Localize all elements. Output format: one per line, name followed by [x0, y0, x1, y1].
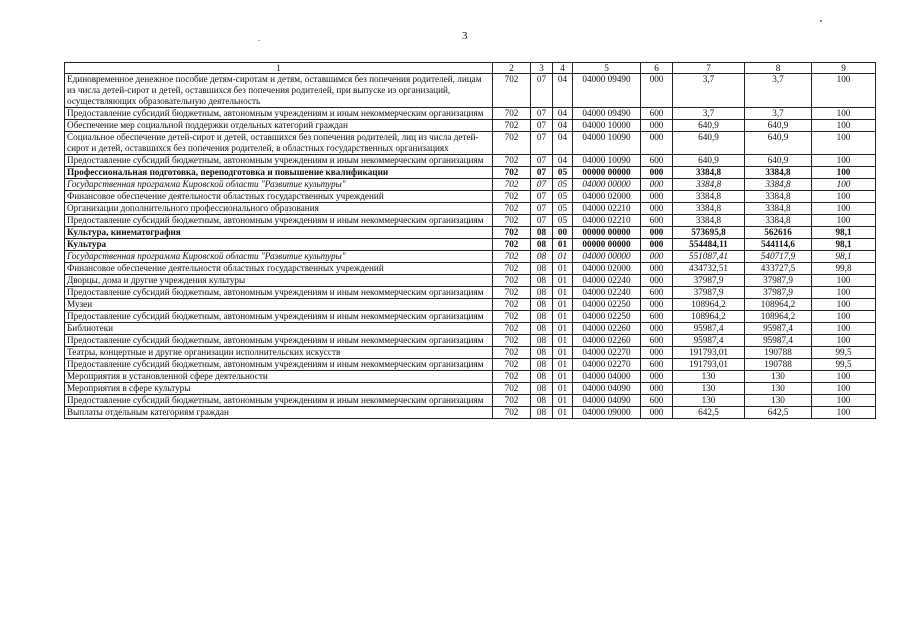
cell-ministry-code: 702 — [493, 347, 531, 359]
cell-executed: 190788 — [745, 359, 812, 371]
cell-subsection: 01 — [553, 251, 573, 263]
cell-target-article: 04000 09490 — [573, 74, 641, 108]
cell-ministry-code: 702 — [493, 383, 531, 395]
cell-percent: 100 — [812, 383, 876, 395]
table-row — [65, 120, 876, 132]
cell-target-article: 00000 00000 — [573, 167, 641, 179]
cell-executed: 544114,6 — [745, 239, 812, 251]
cell-target-article: 04000 02210 — [573, 215, 641, 227]
cell-subsection: 05 — [553, 167, 573, 179]
cell-section: 08 — [531, 407, 553, 419]
row-name: Предоставление субсидий бюджетным, автономным учреждениям и иным некоммерческим организациям — [65, 108, 493, 120]
cell-planned: 434732,51 — [673, 263, 745, 275]
table-row — [65, 275, 876, 287]
row-name: Государственная программа Кировской области "Развитие культуры" — [65, 251, 493, 263]
cell-expense-type: 000 — [641, 227, 673, 239]
table-row — [65, 132, 876, 155]
cell-subsection: 01 — [553, 407, 573, 419]
cell-planned: 130 — [673, 371, 745, 383]
cell-subsection: 04 — [553, 120, 573, 132]
row-name: Мероприятия в сфере культуры — [65, 383, 493, 395]
cell-section: 08 — [531, 239, 553, 251]
cell-ministry-code: 702 — [493, 395, 531, 407]
cell-percent: 100 — [812, 275, 876, 287]
cell-percent: 100 — [812, 323, 876, 335]
table-row — [65, 74, 876, 108]
col-header: 9 — [812, 63, 876, 74]
cell-ministry-code: 702 — [493, 287, 531, 299]
cell-target-article: 04000 09000 — [573, 407, 641, 419]
table-row — [65, 287, 876, 299]
cell-planned: 3384,8 — [673, 191, 745, 203]
cell-subsection: 01 — [553, 323, 573, 335]
table-row — [65, 383, 876, 395]
col-header: 3 — [531, 63, 553, 74]
cell-expense-type: 000 — [641, 74, 673, 108]
scan-speck — [820, 20, 822, 22]
cell-percent: 100 — [812, 108, 876, 120]
cell-ministry-code: 702 — [493, 74, 531, 108]
row-name: Профессиональная подготовка, переподготовка и повышение квалификации — [65, 167, 493, 179]
cell-target-article: 04000 02260 — [573, 335, 641, 347]
table-row — [65, 191, 876, 203]
cell-section: 07 — [531, 167, 553, 179]
cell-percent: 100 — [812, 311, 876, 323]
cell-executed: 95987,4 — [745, 323, 812, 335]
cell-ministry-code: 702 — [493, 251, 531, 263]
row-name: Предоставление субсидий бюджетным, автономным учреждениям и иным некоммерческим организациям — [65, 155, 493, 167]
cell-section: 08 — [531, 323, 553, 335]
cell-section: 08 — [531, 383, 553, 395]
cell-target-article: 04000 02250 — [573, 299, 641, 311]
cell-percent: 100 — [812, 120, 876, 132]
row-name: Театры, концертные и другие организации исполнительских искусств — [65, 347, 493, 359]
cell-subsection: 04 — [553, 155, 573, 167]
cell-expense-type: 000 — [641, 323, 673, 335]
cell-ministry-code: 702 — [493, 108, 531, 120]
cell-target-article: 04000 02000 — [573, 191, 641, 203]
cell-ministry-code: 702 — [493, 227, 531, 239]
cell-subsection: 01 — [553, 311, 573, 323]
cell-executed: 640,9 — [745, 120, 812, 132]
cell-target-article: 04000 00000 — [573, 251, 641, 263]
cell-planned: 3,7 — [673, 108, 745, 120]
col-header: 5 — [573, 63, 641, 74]
row-name: Предоставление субсидий бюджетным, автономным учреждениям и иным некоммерческим организациям — [65, 395, 493, 407]
cell-expense-type: 000 — [641, 191, 673, 203]
cell-executed: 640,9 — [745, 132, 812, 155]
cell-percent: 100 — [812, 299, 876, 311]
cell-section: 07 — [531, 74, 553, 108]
cell-target-article: 04000 00000 — [573, 179, 641, 191]
row-name: Финансовое обеспечение деятельности областных государственных учреждений — [65, 191, 493, 203]
cell-planned: 95987,4 — [673, 323, 745, 335]
cell-ministry-code: 702 — [493, 359, 531, 371]
cell-planned: 108964,2 — [673, 299, 745, 311]
table-row — [65, 215, 876, 227]
cell-expense-type: 600 — [641, 311, 673, 323]
cell-subsection: 05 — [553, 179, 573, 191]
cell-target-article: 04000 09490 — [573, 108, 641, 120]
cell-ministry-code: 702 — [493, 167, 531, 179]
cell-executed: 108964,2 — [745, 299, 812, 311]
cell-executed: 3384,8 — [745, 191, 812, 203]
cell-planned: 37987,9 — [673, 287, 745, 299]
row-name: Культура — [65, 239, 493, 251]
scan-speck — [258, 40, 260, 41]
cell-target-article: 04000 02210 — [573, 203, 641, 215]
cell-target-article: 04000 04090 — [573, 395, 641, 407]
cell-subsection: 04 — [553, 132, 573, 155]
cell-expense-type: 000 — [641, 371, 673, 383]
cell-subsection: 01 — [553, 359, 573, 371]
cell-planned: 130 — [673, 383, 745, 395]
cell-executed: 3,7 — [745, 108, 812, 120]
cell-ministry-code: 702 — [493, 335, 531, 347]
cell-expense-type: 000 — [641, 299, 673, 311]
cell-subsection: 01 — [553, 383, 573, 395]
col-header: 7 — [673, 63, 745, 74]
cell-planned: 554484,11 — [673, 239, 745, 251]
col-header: 4 — [553, 63, 573, 74]
cell-target-article: 04000 02270 — [573, 359, 641, 371]
cell-subsection: 01 — [553, 299, 573, 311]
cell-planned: 573695,8 — [673, 227, 745, 239]
cell-expense-type: 000 — [641, 120, 673, 132]
cell-expense-type: 600 — [641, 335, 673, 347]
cell-executed: 640,9 — [745, 155, 812, 167]
cell-executed: 37987,9 — [745, 275, 812, 287]
cell-target-article: 04000 02250 — [573, 311, 641, 323]
cell-planned: 640,9 — [673, 155, 745, 167]
cell-target-article: 04000 04000 — [573, 371, 641, 383]
cell-planned: 3384,8 — [673, 167, 745, 179]
cell-ministry-code: 702 — [493, 275, 531, 287]
cell-ministry-code: 702 — [493, 311, 531, 323]
cell-expense-type: 600 — [641, 155, 673, 167]
cell-section: 08 — [531, 287, 553, 299]
table-body — [65, 63, 876, 419]
cell-section: 08 — [531, 359, 553, 371]
cell-target-article: 04000 02240 — [573, 287, 641, 299]
table-row — [65, 395, 876, 407]
col-header: 1 — [65, 63, 493, 74]
cell-ministry-code: 702 — [493, 191, 531, 203]
cell-target-article: 04000 04090 — [573, 383, 641, 395]
table-row — [65, 335, 876, 347]
cell-subsection: 00 — [553, 227, 573, 239]
cell-planned: 3,7 — [673, 74, 745, 108]
table-row — [65, 371, 876, 383]
cell-percent: 100 — [812, 215, 876, 227]
cell-planned: 642,5 — [673, 407, 745, 419]
cell-percent: 100 — [812, 167, 876, 179]
cell-percent: 99,5 — [812, 359, 876, 371]
cell-target-article: 04000 10000 — [573, 120, 641, 132]
row-name: Выплаты отдельным категориям граждан — [65, 407, 493, 419]
cell-section: 07 — [531, 120, 553, 132]
cell-executed: 3384,8 — [745, 167, 812, 179]
cell-target-article: 00000 00000 — [573, 239, 641, 251]
row-name: Предоставление субсидий бюджетным, автономным учреждениям и иным некоммерческим организациям — [65, 287, 493, 299]
cell-ministry-code: 702 — [493, 132, 531, 155]
cell-percent: 100 — [812, 74, 876, 108]
row-name: Предоставление субсидий бюджетным, автономным учреждениям и иным некоммерческим организациям — [65, 215, 493, 227]
cell-expense-type: 000 — [641, 275, 673, 287]
row-name: Единовременное денежное пособие детям-сиротам и детям, оставшимся без попечения родителей, лицам из числа детей-сирот и детей, оставшихся без попечения родителей, при выпуске из организаций, осуществляющих образовательную деятельность — [65, 74, 493, 108]
row-name: Предоставление субсидий бюджетным, автономным учреждениям и иным некоммерческим организациям — [65, 359, 493, 371]
cell-expense-type: 000 — [641, 203, 673, 215]
cell-expense-type: 000 — [641, 132, 673, 155]
cell-section: 08 — [531, 275, 553, 287]
cell-target-article: 04000 02240 — [573, 275, 641, 287]
cell-section: 08 — [531, 347, 553, 359]
row-name: Библиотеки — [65, 323, 493, 335]
cell-executed: 540717,9 — [745, 251, 812, 263]
cell-section: 07 — [531, 215, 553, 227]
cell-subsection: 05 — [553, 191, 573, 203]
cell-expense-type: 000 — [641, 347, 673, 359]
cell-planned: 3384,8 — [673, 215, 745, 227]
cell-subsection: 01 — [553, 263, 573, 275]
cell-target-article: 04000 02260 — [573, 323, 641, 335]
cell-subsection: 01 — [553, 395, 573, 407]
cell-expense-type: 000 — [641, 263, 673, 275]
row-name: Финансовое обеспечение деятельности областных государственных учреждений — [65, 263, 493, 275]
cell-section: 07 — [531, 191, 553, 203]
cell-executed: 3384,8 — [745, 215, 812, 227]
row-name: Дворцы, дома и другие учреждения культуры — [65, 275, 493, 287]
cell-target-article: 04000 02270 — [573, 347, 641, 359]
cell-percent: 98,1 — [812, 239, 876, 251]
cell-section: 07 — [531, 155, 553, 167]
row-name: Мероприятия в установленной сфере деятельности — [65, 371, 493, 383]
cell-section: 08 — [531, 395, 553, 407]
cell-section: 08 — [531, 311, 553, 323]
table-row — [65, 347, 876, 359]
table-row — [65, 323, 876, 335]
cell-ministry-code: 702 — [493, 323, 531, 335]
cell-subsection: 01 — [553, 371, 573, 383]
row-name: Организации дополнительного профессионального образования — [65, 203, 493, 215]
cell-expense-type: 600 — [641, 359, 673, 371]
cell-section: 08 — [531, 251, 553, 263]
table-row — [65, 155, 876, 167]
cell-percent: 100 — [812, 371, 876, 383]
table-row — [65, 227, 876, 239]
cell-expense-type: 600 — [641, 215, 673, 227]
cell-executed: 562616 — [745, 227, 812, 239]
table-row — [65, 359, 876, 371]
cell-executed: 3384,8 — [745, 203, 812, 215]
cell-executed: 433727,5 — [745, 263, 812, 275]
cell-ministry-code: 702 — [493, 239, 531, 251]
cell-expense-type: 000 — [641, 407, 673, 419]
cell-planned: 640,9 — [673, 120, 745, 132]
table-row — [65, 167, 876, 179]
table-row — [65, 239, 876, 251]
table-row — [65, 108, 876, 120]
row-name: Социальное обеспечение детей-сирот и детей, оставшихся без попечения родителей, лиц из числа детей-сирот и детей, оставшихся без попечения родителей, в областных государственных организациях — [65, 132, 493, 155]
cell-expense-type: 600 — [641, 287, 673, 299]
cell-percent: 100 — [812, 287, 876, 299]
cell-expense-type: 000 — [641, 251, 673, 263]
cell-percent: 100 — [812, 203, 876, 215]
row-name: Музеи — [65, 299, 493, 311]
cell-section: 08 — [531, 227, 553, 239]
cell-section: 07 — [531, 179, 553, 191]
cell-section: 07 — [531, 132, 553, 155]
cell-executed: 190788 — [745, 347, 812, 359]
cell-executed: 130 — [745, 383, 812, 395]
cell-planned: 3384,8 — [673, 179, 745, 191]
col-header: 2 — [493, 63, 531, 74]
cell-planned: 551087,41 — [673, 251, 745, 263]
cell-percent: 100 — [812, 179, 876, 191]
cell-percent: 98,1 — [812, 251, 876, 263]
row-name: Культура, кинематография — [65, 227, 493, 239]
cell-executed: 642,5 — [745, 407, 812, 419]
table-row — [65, 311, 876, 323]
cell-section: 07 — [531, 203, 553, 215]
cell-ministry-code: 702 — [493, 299, 531, 311]
cell-percent: 100 — [812, 335, 876, 347]
cell-subsection: 01 — [553, 347, 573, 359]
row-name: Предоставление субсидий бюджетным, автономным учреждениям и иным некоммерческим организациям — [65, 311, 493, 323]
cell-expense-type: 000 — [641, 383, 673, 395]
cell-planned: 191793,01 — [673, 359, 745, 371]
cell-subsection: 01 — [553, 275, 573, 287]
cell-section: 08 — [531, 335, 553, 347]
cell-planned: 37987,9 — [673, 275, 745, 287]
cell-ministry-code: 702 — [493, 203, 531, 215]
cell-percent: 99,5 — [812, 347, 876, 359]
cell-planned: 130 — [673, 395, 745, 407]
cell-planned: 108964,2 — [673, 311, 745, 323]
cell-percent: 98,1 — [812, 227, 876, 239]
cell-section: 07 — [531, 108, 553, 120]
cell-planned: 191793,01 — [673, 347, 745, 359]
cell-ministry-code: 702 — [493, 371, 531, 383]
cell-executed: 3384,8 — [745, 179, 812, 191]
col-header: 6 — [641, 63, 673, 74]
cell-subsection: 04 — [553, 108, 573, 120]
cell-ministry-code: 702 — [493, 215, 531, 227]
cell-subsection: 01 — [553, 287, 573, 299]
table-row — [65, 299, 876, 311]
cell-percent: 99,8 — [812, 263, 876, 275]
cell-ministry-code: 702 — [493, 263, 531, 275]
cell-ministry-code: 702 — [493, 155, 531, 167]
cell-target-article: 04000 02000 — [573, 263, 641, 275]
budget-table — [64, 62, 876, 419]
row-name: Предоставление субсидий бюджетным, автономным учреждениям и иным некоммерческим организациям — [65, 335, 493, 347]
cell-expense-type: 600 — [641, 395, 673, 407]
cell-expense-type: 000 — [641, 167, 673, 179]
cell-section: 08 — [531, 299, 553, 311]
cell-planned: 3384,8 — [673, 203, 745, 215]
cell-executed: 130 — [745, 395, 812, 407]
cell-subsection: 05 — [553, 203, 573, 215]
cell-subsection: 01 — [553, 239, 573, 251]
cell-subsection: 01 — [553, 335, 573, 347]
cell-planned: 640,9 — [673, 132, 745, 155]
cell-target-article: 00000 00000 — [573, 227, 641, 239]
cell-executed: 3,7 — [745, 74, 812, 108]
cell-percent: 100 — [812, 132, 876, 155]
row-name: Обеспечение мер социальной поддержки отдельных категорий граждан — [65, 120, 493, 132]
cell-expense-type: 000 — [641, 239, 673, 251]
table-row — [65, 203, 876, 215]
table-row — [65, 251, 876, 263]
cell-percent: 100 — [812, 407, 876, 419]
cell-executed: 108964,2 — [745, 311, 812, 323]
cell-target-article: 04000 10090 — [573, 155, 641, 167]
cell-ministry-code: 702 — [493, 407, 531, 419]
cell-section: 08 — [531, 263, 553, 275]
table-row — [65, 407, 876, 419]
table-row — [65, 263, 876, 275]
cell-percent: 100 — [812, 395, 876, 407]
cell-subsection: 05 — [553, 215, 573, 227]
column-number-row — [65, 63, 876, 74]
cell-target-article: 04000 10090 — [573, 132, 641, 155]
row-name: Государственная программа Кировской области "Развитие культуры" — [65, 179, 493, 191]
cell-expense-type: 000 — [641, 179, 673, 191]
cell-expense-type: 600 — [641, 108, 673, 120]
cell-percent: 100 — [812, 155, 876, 167]
cell-executed: 37987,9 — [745, 287, 812, 299]
cell-percent: 100 — [812, 191, 876, 203]
page-number: 3 — [462, 30, 468, 42]
cell-planned: 95987,4 — [673, 335, 745, 347]
cell-ministry-code: 702 — [493, 120, 531, 132]
cell-executed: 130 — [745, 371, 812, 383]
table-row — [65, 179, 876, 191]
col-header: 8 — [745, 63, 812, 74]
cell-ministry-code: 702 — [493, 179, 531, 191]
cell-executed: 95987,4 — [745, 335, 812, 347]
cell-section: 08 — [531, 371, 553, 383]
cell-subsection: 04 — [553, 74, 573, 108]
